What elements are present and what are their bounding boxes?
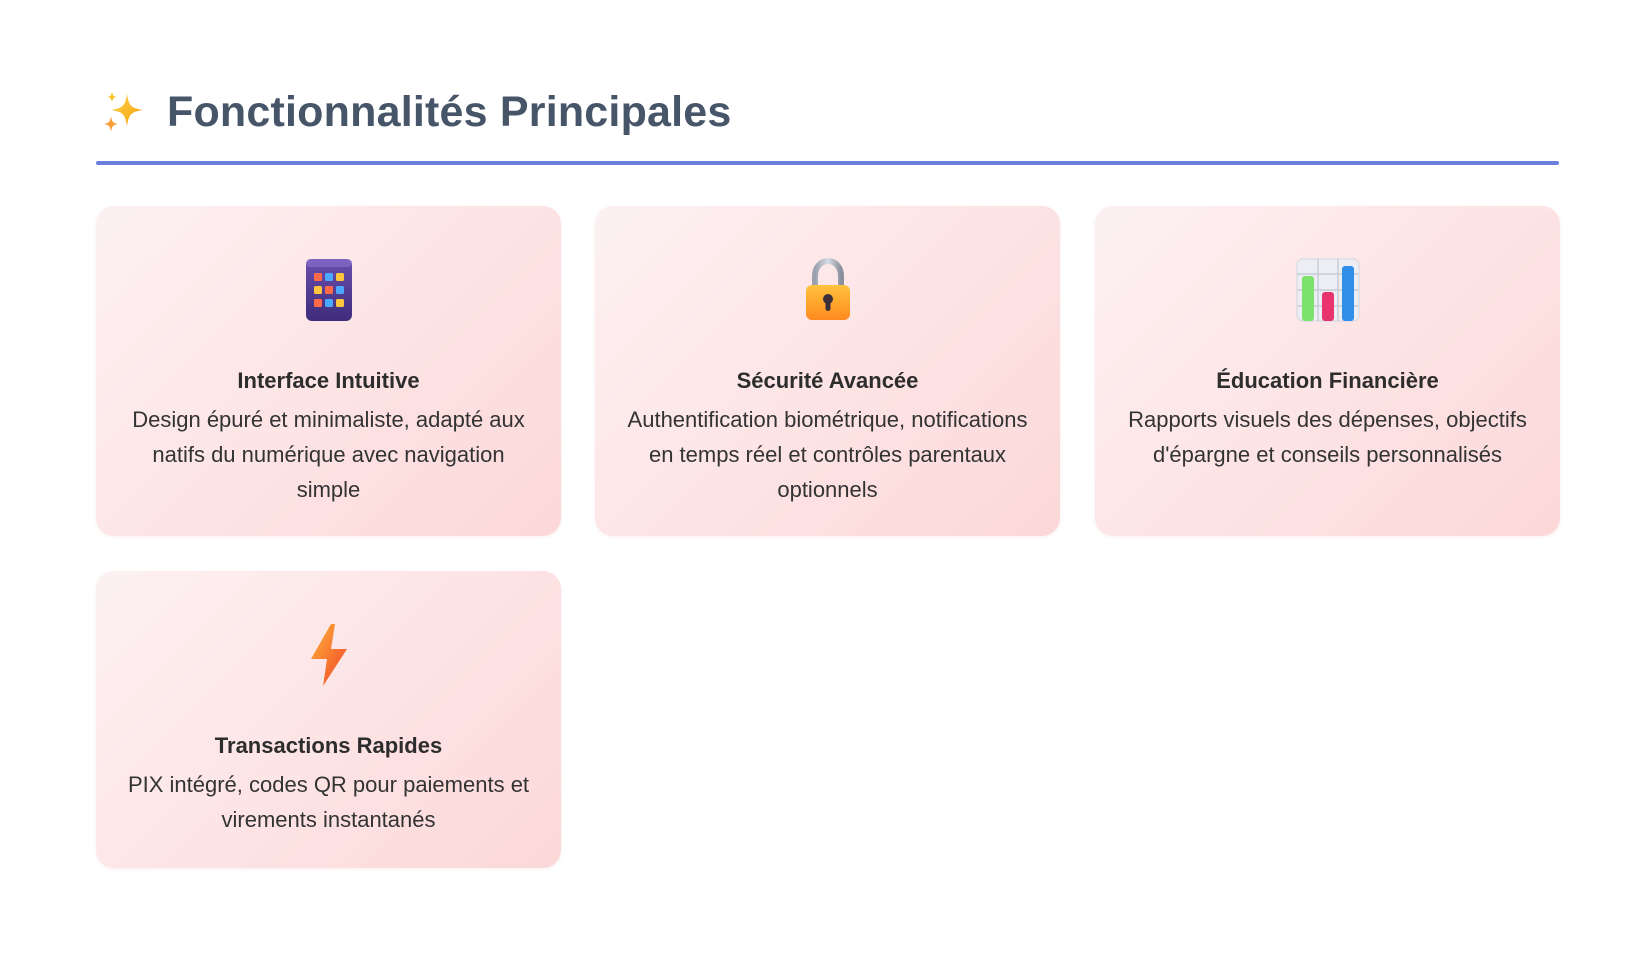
feature-title: Transactions Rapides [214, 733, 443, 758]
section-heading [96, 80, 1559, 144]
padlock-icon [796, 258, 860, 322]
feature-description: Design épuré et minimaliste, adapté aux natifs du numérique avec navigation simple [132, 407, 525, 502]
feature-card-education [1095, 206, 1560, 536]
heading-divider [96, 161, 1559, 165]
page-title: Fonctionnalités Principales [167, 87, 732, 136]
feature-description: PIX intégré, codes QR pour paiements et virements instantanés [127, 772, 530, 832]
feature-card-interface [96, 206, 561, 536]
feature-title: Sécurité Avancée [736, 368, 919, 393]
feature-card-transactions [96, 571, 561, 868]
feature-title: Interface Intuitive [237, 368, 420, 393]
feature-description: Authentification biométrique, notifications en temps réel et contrôles parentaux optionnels [627, 407, 1028, 502]
feature-description: Rapports visuels des dépenses, objectifs d'épargne et conseils personnalisés [1128, 407, 1527, 467]
feature-title: Éducation Financière [1216, 368, 1439, 393]
features-section [96, 80, 1559, 144]
bar-chart-icon [1296, 258, 1360, 322]
lightning-icon [297, 623, 361, 687]
feature-card-security [595, 206, 1060, 536]
mobile-phone-icon [297, 258, 361, 322]
sparkles-icon [101, 88, 149, 136]
